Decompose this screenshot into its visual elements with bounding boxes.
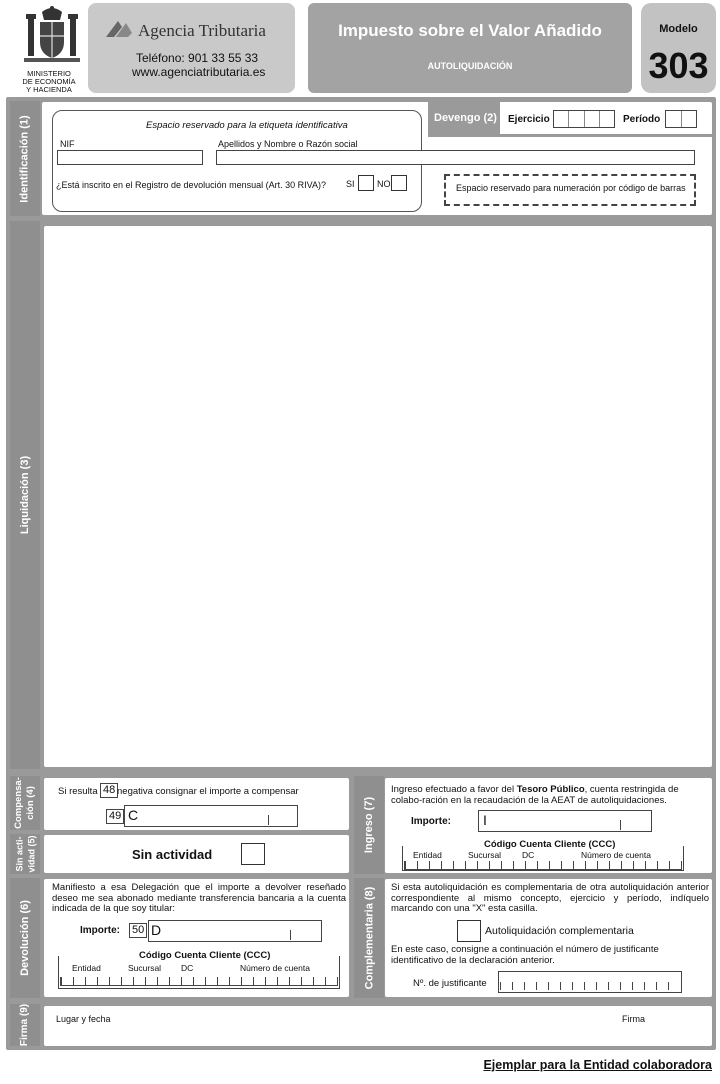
justificante-ticks <box>500 982 678 990</box>
ingreso-ccc-title: Código Cuenta Cliente (CCC) <box>484 839 616 850</box>
ministry-line: DE ECONOMÍA <box>22 77 76 86</box>
section-ingreso-label: Ingreso (7) <box>354 776 384 874</box>
ingreso-amount-input[interactable] <box>478 810 652 832</box>
ejercicio-label: Ejercicio <box>508 114 550 125</box>
section-firma-label: Firma (9) <box>10 1004 40 1046</box>
ccc-dc: DC <box>181 963 194 973</box>
compensacion-text-after: negativa consignar el importe a compensar <box>117 786 299 797</box>
compensar-amount-input[interactable] <box>124 805 298 827</box>
registro-question: ¿Está inscrito en el Registro de devolución mensual (Art. 30 RIVA)? <box>56 180 326 190</box>
agency-box <box>88 3 295 93</box>
casilla-49: 49 <box>106 809 124 824</box>
devolucion-prefix: D <box>151 922 162 938</box>
firma-panel <box>44 1006 712 1046</box>
modelo-number: 303 <box>648 45 709 86</box>
decimal-tick <box>290 930 291 940</box>
barcode-area-text: Espacio reservado para numeración por código de barras <box>456 183 686 193</box>
compensar-prefix: C <box>128 807 139 823</box>
complementaria-checkbox-label: Autoliquidación complementaria <box>485 925 634 937</box>
nif-input[interactable] <box>57 150 203 165</box>
devengo-underline <box>428 134 712 137</box>
complementaria-text2: En este caso, consigne a continuación el número de justificante identificativo de la declaración anterior. <box>391 944 659 966</box>
name-input[interactable] <box>216 150 695 165</box>
title-box <box>308 3 632 93</box>
spain-coat-of-arms-icon <box>24 4 80 68</box>
ingreso-text-2: , cuenta restringida de colabo-ración en la recaudación de la AEAT de autoliquidaciones. <box>391 784 679 806</box>
devolucion-ccc-title: Código Cuenta Cliente (CCC) <box>139 950 271 961</box>
devengo-title: Devengo (2) <box>434 112 497 124</box>
agency-logo-icon <box>104 17 134 39</box>
form-subtitle: AUTOLIQUIDACIÓN <box>427 61 513 71</box>
modelo-label: Modelo <box>659 23 698 35</box>
ingreso-text-1: Ingreso efectuado a favor del <box>391 784 517 795</box>
label-area-text: Espacio reservado para la etiqueta identificativa <box>146 120 348 131</box>
no-checkbox[interactable] <box>391 175 407 191</box>
ingreso-text <box>391 785 707 806</box>
ingreso-text-bold: Tesoro Público <box>516 784 585 795</box>
modelo-box <box>641 3 716 93</box>
decimal-tick <box>620 820 621 830</box>
si-label: SI <box>346 179 355 189</box>
section-identificacion-label: Identificación (1) <box>10 101 40 216</box>
ingreso-prefix: I <box>483 812 487 828</box>
ingreso-importe-label: Importe: <box>411 816 451 827</box>
ministry-line: MINISTERIO <box>27 69 71 78</box>
ccc-sucursal: Sucursal <box>468 850 502 860</box>
ccc-dc: DC <box>522 850 535 860</box>
complementaria-text: Si esta autoliquidación es complementaria de otra autoliquidación anterior correspondiente al mismo concepto, ejercicio y período, indíquelo marcando con una "X" esta casilla. <box>391 882 709 914</box>
sin-actividad-label: Sin actividad <box>132 847 213 862</box>
ccc-numero: Número de cuenta <box>581 850 651 860</box>
justificante-label: Nº. de justificante <box>413 978 487 989</box>
devolucion-text: Manifiesto a esa Delegación que el importe a devolver reseñado deseo me sea abonado mediante transferencia bancaria a la cuenta indicada de la que soy titular: <box>52 882 346 914</box>
ministry-name <box>18 70 80 94</box>
devolucion-importe-label: Importe: <box>80 925 120 936</box>
lugar-fecha-label: Lugar y fecha <box>56 1014 111 1024</box>
periodo-input[interactable] <box>665 110 697 128</box>
complementaria-checkbox[interactable] <box>457 920 481 942</box>
agency-website: www.agenciatributaria.es <box>132 65 266 79</box>
periodo-label: Período <box>623 114 661 125</box>
footer-copy-label: Ejemplar para la Entidad colaboradora <box>483 1058 712 1072</box>
nif-label: NIF <box>60 139 75 149</box>
ccc-sucursal: Sucursal <box>128 963 162 973</box>
ccc-entidad: Entidad <box>72 963 101 973</box>
section-complementaria-label: Complementaria (8) <box>354 878 384 998</box>
firma-label: Firma <box>622 1014 645 1024</box>
liquidacion-panel <box>44 226 712 767</box>
name-label: Apellidos y Nombre o Razón social <box>218 139 358 149</box>
ministry-line: Y HACIENDA <box>26 85 72 94</box>
form-title: Impuesto sobre el Valor Añadido <box>338 21 602 40</box>
agency-phone: Teléfono: 901 33 55 33 <box>136 51 259 65</box>
compensacion-text-before: Si resulta <box>58 786 98 797</box>
sin-actividad-checkbox[interactable] <box>241 843 265 865</box>
casilla-50: 50 <box>129 923 147 938</box>
si-checkbox[interactable] <box>358 175 374 191</box>
casilla-48: 48 <box>100 783 118 798</box>
section-devolucion-label: Devolución (6) <box>10 878 40 998</box>
devolucion-amount-input[interactable] <box>148 920 322 942</box>
section-liquidacion-label: Liquidación (3) <box>10 221 40 769</box>
section-sin-actividad-label: Sin acti- vidad (5) <box>10 834 40 874</box>
ccc-numero: Número de cuenta <box>240 963 310 973</box>
ejercicio-input[interactable] <box>553 110 615 128</box>
devolucion-ccc-input[interactable] <box>60 977 338 986</box>
section-compensacion-label: Compensa- ción (4) <box>10 776 40 830</box>
ccc-entidad: Entidad <box>413 850 442 860</box>
no-label: NO <box>377 179 391 189</box>
agency-name: Agencia Tributaria <box>138 21 266 40</box>
decimal-tick <box>268 815 269 825</box>
ingreso-ccc-input[interactable] <box>404 861 682 870</box>
